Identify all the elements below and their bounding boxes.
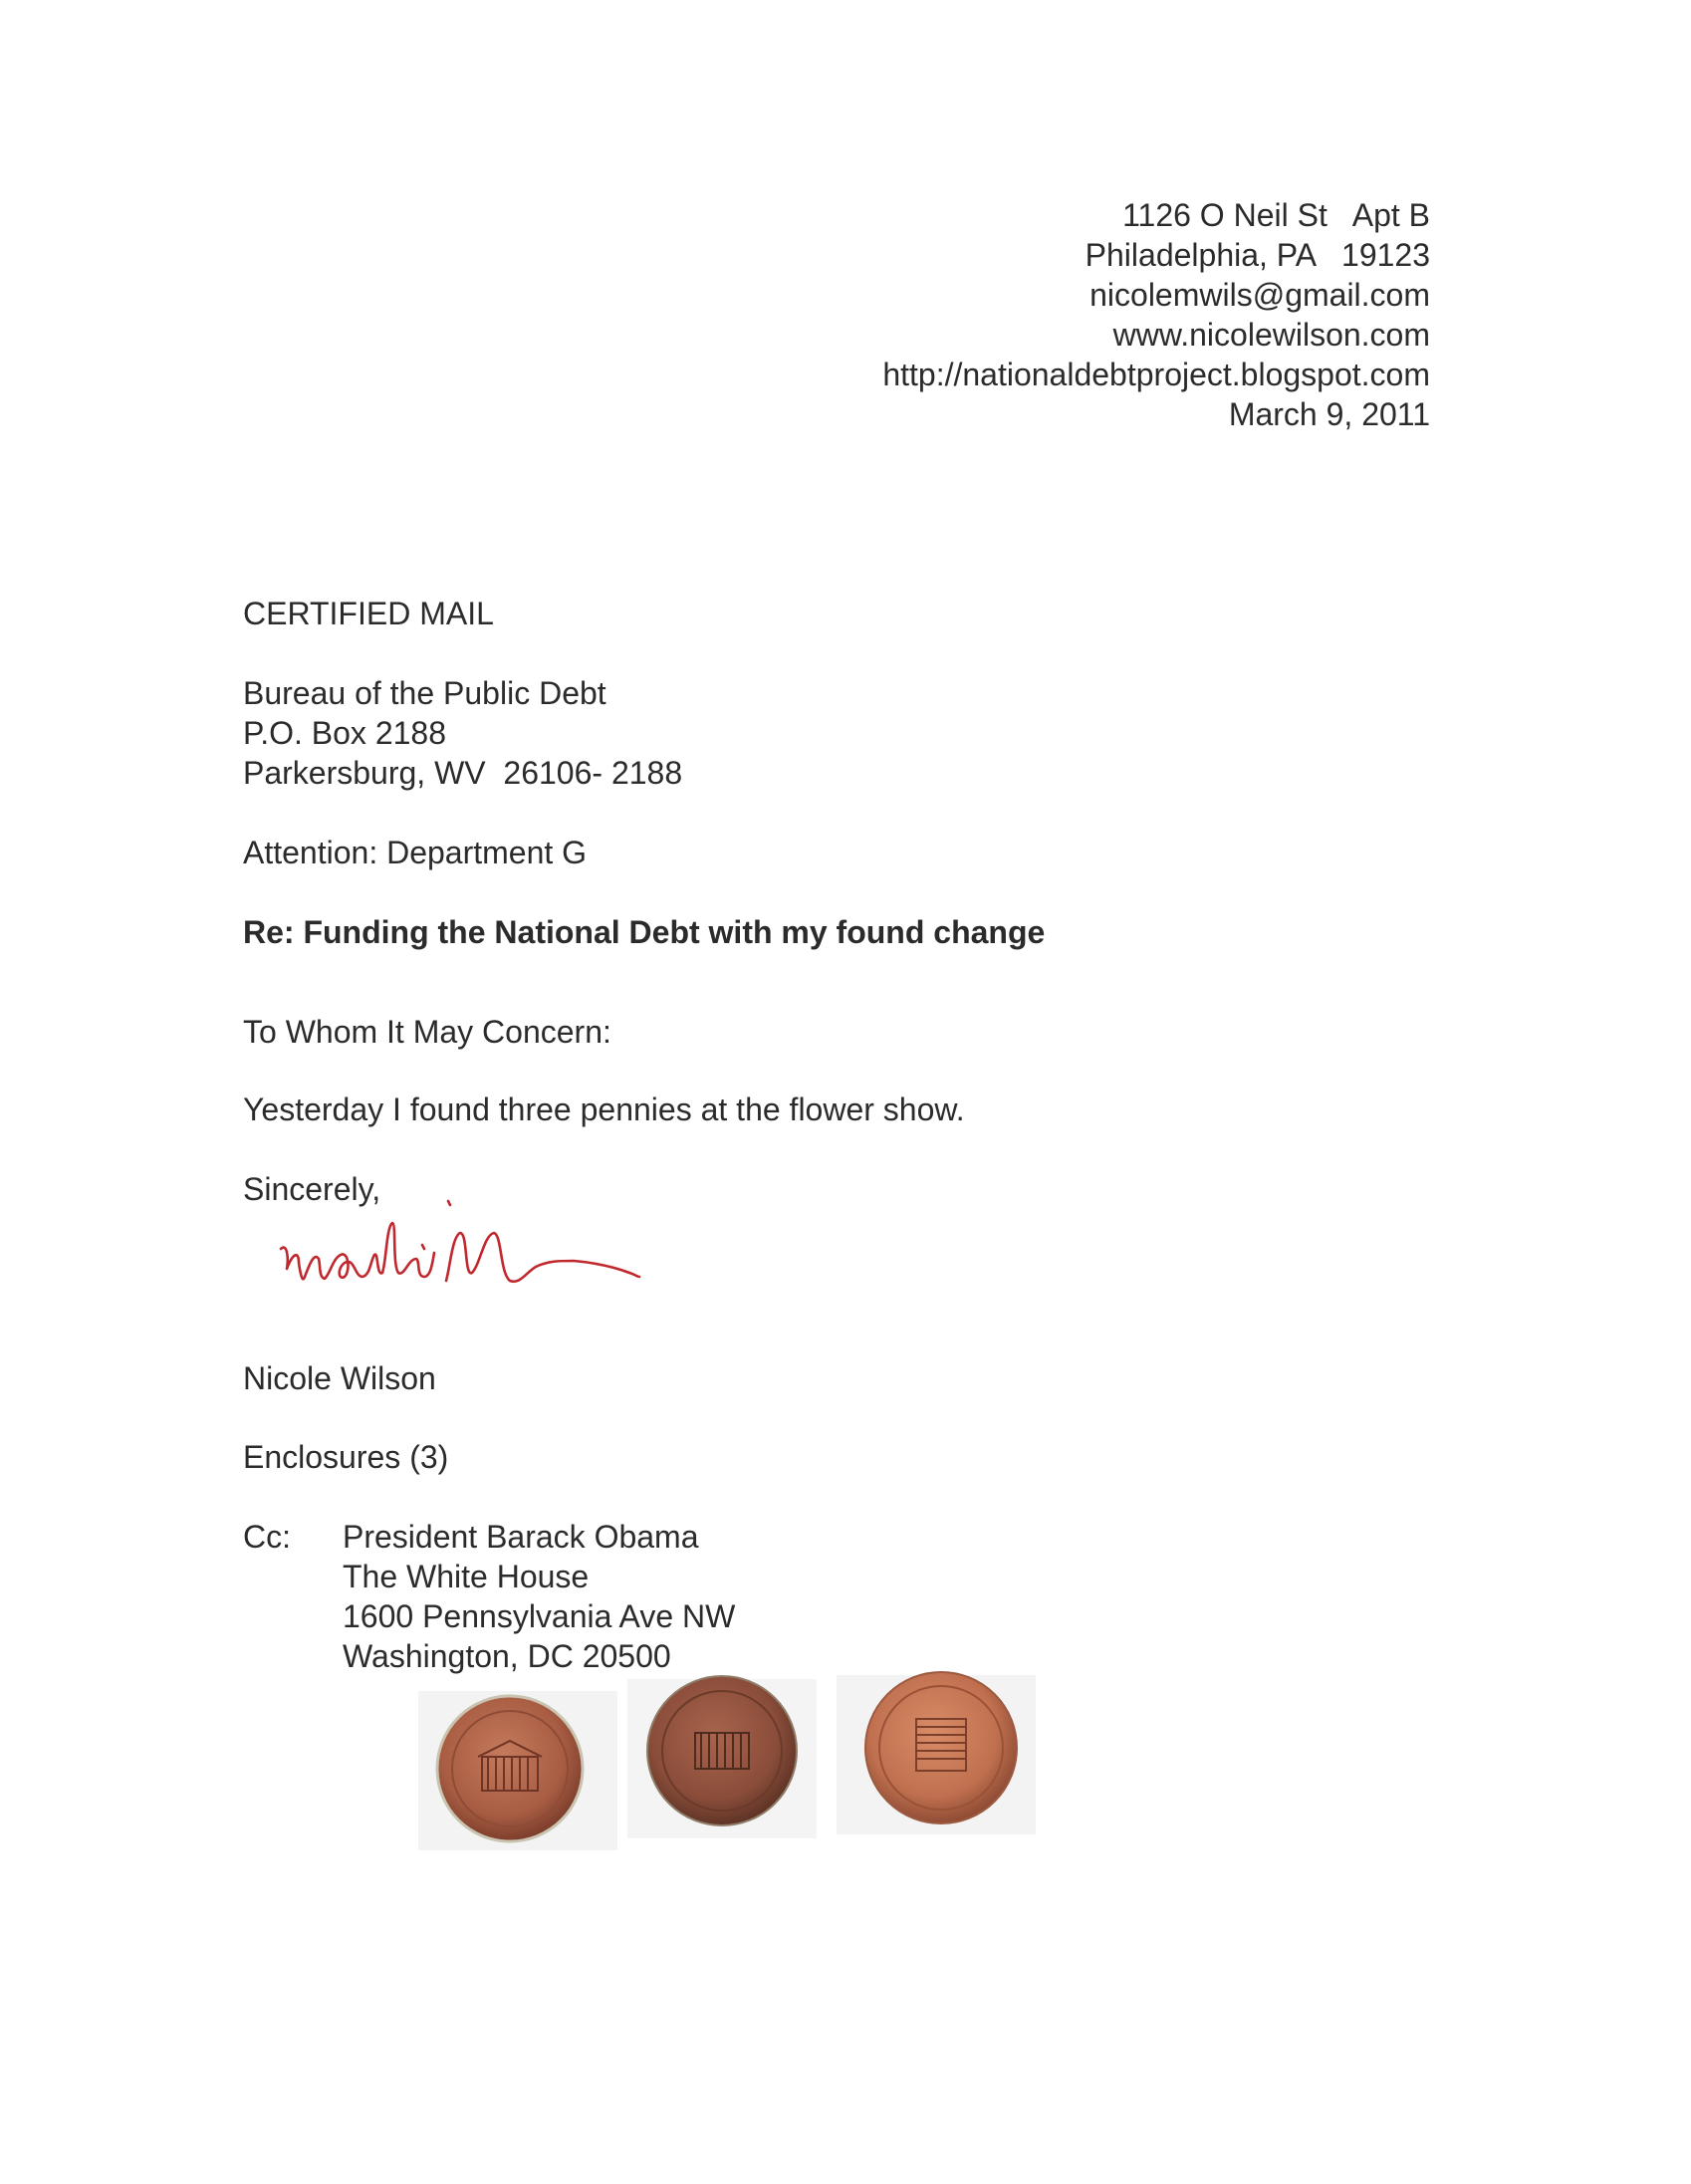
body-paragraph: Yesterday I found three pennies at the flower show. [243, 1092, 965, 1127]
enclosed-pennies [398, 1663, 1066, 1862]
enclosures-line: Enclosures (3) [243, 1439, 449, 1475]
recipient-block [243, 673, 682, 793]
delivery-method: CERTIFIED MAIL [243, 596, 494, 631]
attention-line: Attention: Department G [243, 835, 588, 870]
handwritten-signature [275, 1193, 743, 1323]
letter-date: March 9, 2011 [1228, 396, 1430, 432]
salutation: To Whom It May Concern: [243, 1014, 611, 1050]
sender-website: www.nicolewilson.com [1112, 317, 1430, 353]
cc-label: Cc: [243, 1519, 291, 1555]
cc-recipient [343, 1517, 735, 1676]
signer-name: Nicole Wilson [243, 1360, 436, 1396]
cc-line-3: 1600 Pennsylvania Ave NW [343, 1598, 736, 1634]
penny-1 [437, 1696, 583, 1841]
penny-2 [647, 1676, 797, 1825]
sender-address-line2: Philadelphia, PA 19123 [1085, 237, 1430, 273]
recipient-po-box: P.O. Box 2188 [243, 715, 446, 751]
subject-line: Re: Funding the National Debt with my found change [243, 914, 1046, 950]
penny-3 [865, 1672, 1017, 1823]
cc-line-2: The White House [343, 1559, 590, 1594]
cc-line-1: President Barack Obama [343, 1519, 699, 1555]
sender-address-line1: 1126 O Neil St Apt B [1122, 197, 1430, 233]
recipient-name: Bureau of the Public Debt [243, 675, 606, 711]
recipient-city-state-zip: Parkersburg, WV 26106- 2188 [243, 755, 683, 791]
closing: Sincerely, [243, 1171, 381, 1207]
sender-block [882, 195, 1430, 434]
cc-line-4: Washington, DC 20500 [343, 1638, 671, 1674]
sender-email: nicolemwils@gmail.com [1089, 277, 1430, 313]
sender-blog: http://nationaldebtproject.blogspot.com [882, 357, 1430, 392]
